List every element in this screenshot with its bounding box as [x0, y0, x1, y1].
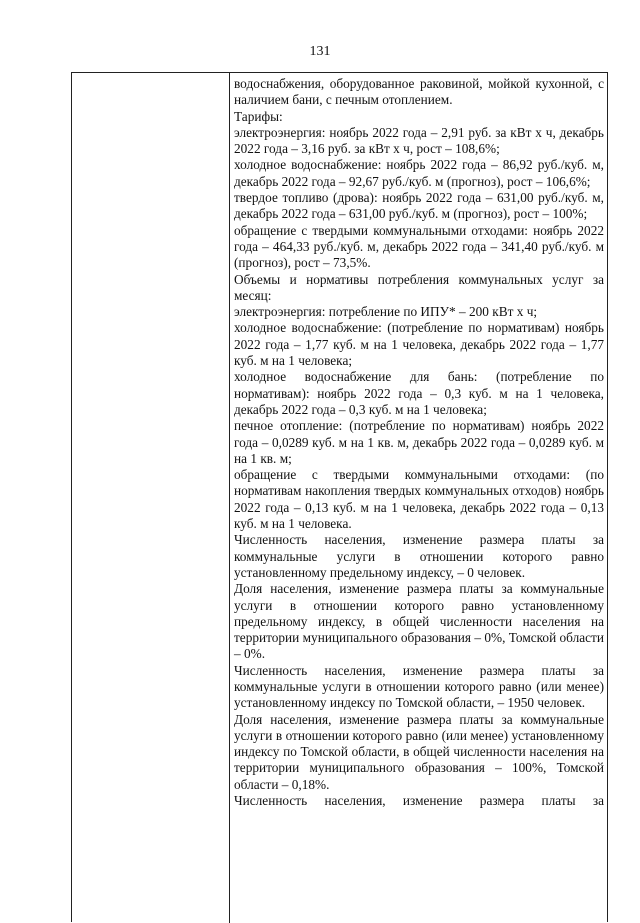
paragraph: Тарифы: [234, 108, 283, 124]
paragraph: Доля населения, изменение размера платы за коммунальные услуги в отношении которого равно (или менее) установленному индексу по Томской области, в общей численности населения на территории муниципального образования – 100%, Томской области – 0,18%. [234, 711, 604, 792]
paragraph: твердое топливо (дрова): ноябрь 2022 года – 631,00 руб./куб. м, декабрь 2022 года – 631,00 руб./куб. м (прогноз), рост – 100%; [234, 190, 604, 222]
paragraph: обращение с твердыми коммунальными отходами: ноябрь 2022 года – 464,33 руб./куб. м, декабрь 2022 года – 341,40 руб./куб. м (прогноз), рост – 73,5%. [234, 222, 604, 271]
document-table [71, 72, 608, 922]
paragraph: Численность населения, изменение размера платы за коммунальные услуги в отношении которого равно (или менее) установленному индексу по Томской области, – 1950 человек. [234, 662, 604, 711]
paragraph: электроэнергия: потребление по ИПУ* – 200 кВт х ч; [234, 304, 538, 320]
table-cell-content [234, 76, 604, 809]
paragraph: Численность населения, изменение размера платы за коммунальные услуги в отношении которого равно установленному предельному индексу, – 0 человек. [234, 532, 604, 580]
paragraph: обращение с твердыми коммунальными отходами: (по нормативам накопления твердых коммунальных отходов) ноябрь 2022 года – 0,13 куб. м на 1 человека, декабрь 2022 года – 0,13 куб. м на 1 человека. [234, 467, 604, 532]
paragraph: Доля населения, изменение размера платы за коммунальные услуги в отношении которого равно установленному предельному индексу, в общей численности населения на территории муниципального образования – 0%, Томской области – 0%. [234, 581, 604, 662]
paragraph: Численность населения, изменение размера платы за [234, 793, 604, 809]
paragraph: печное отопление: (потребление по нормативам) ноябрь 2022 года – 0,0289 куб. м на 1 кв. м, декабрь 2022 года – 0,0289 куб. м на 1 кв. м; [234, 418, 604, 466]
page-number: 131 [309, 44, 331, 59]
paragraph: холодное водоснабжение: (потребление по нормативам) ноябрь 2022 года – 1,77 куб. м на 1 человека, декабрь 2022 года – 1,77 куб. м на 1 человека; [234, 320, 604, 369]
paragraph: водоснабжения, оборудованное раковиной, мойкой кухонной, с наличием бани, с печным отоплением. [234, 76, 604, 108]
paragraph: холодное водоснабжение: ноябрь 2022 года – 86,92 руб./куб. м, декабрь 2022 года – 92,67 руб./куб. м (прогноз), рост – 106,6%; [234, 157, 604, 189]
paragraph: электроэнергия: ноябрь 2022 года – 2,91 руб. за кВт х ч, декабрь 2022 года – 3,16 руб. за кВт х ч, рост – 108,6%; [234, 124, 604, 157]
column-divider [229, 73, 230, 923]
paragraph: Объемы и нормативы потребления коммунальных услуг за месяц: [234, 271, 604, 303]
paragraph: холодное водоснабжение для бань: (потребление по нормативам): ноябрь 2022 года – 0,3 куб. м на 1 человека, декабрь 2022 года – 0,3 куб. м на 1 человека; [234, 369, 604, 417]
